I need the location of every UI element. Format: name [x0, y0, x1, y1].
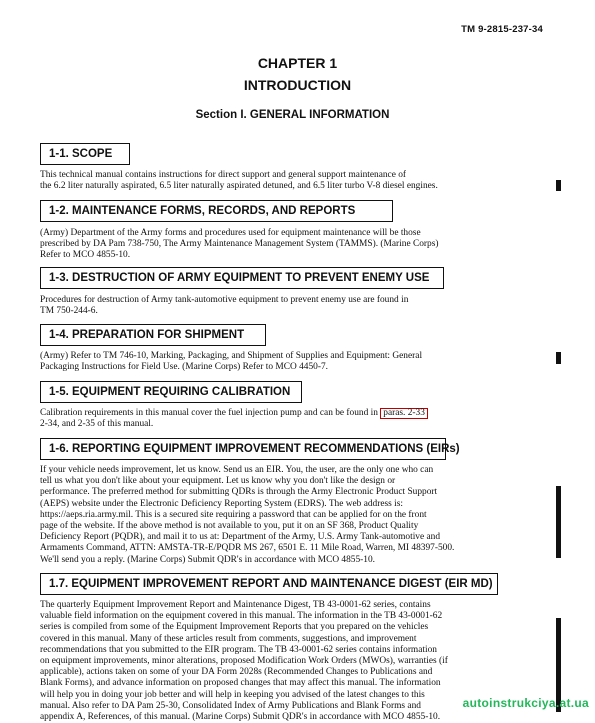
chapter-title: INTRODUCTION: [243, 77, 352, 93]
paragraph-calibration: [40, 408, 548, 430]
paragraph-preparation-shipment: (Army) Refer to TM 746-10, Marking, Packaging, and Shipment of Supplies and Equipment: General Packaging Instructions for Field Use. (Marine Corps) Refer to MCO 4450-7.: [40, 351, 423, 373]
heading-calibration: 1-5. EQUIPMENT REQUIRING CALIBRATION: [40, 381, 302, 403]
heading-maintenance-forms: 1-2. MAINTENANCE FORMS, RECORDS, AND REPORTS: [40, 200, 393, 222]
watermark: autoinstrukciya.at.ua: [462, 696, 589, 710]
chapter-number: CHAPTER 1: [257, 55, 338, 71]
heading-preparation-shipment: 1-4. PREPARATION FOR SHIPMENT: [40, 324, 266, 346]
heading-eir-md: 1.7. EQUIPMENT IMPROVEMENT REPORT AND MAINTENANCE DIGEST (EIR MD): [40, 573, 498, 595]
paras-link[interactable]: paras. 2-33: [380, 408, 428, 419]
change-bar: [556, 352, 561, 364]
calibration-text-after: 2-34, and 2-35 of this manual.: [40, 419, 154, 430]
document-id: TM 9-2815-237-34: [461, 24, 543, 35]
paragraph-scope: This technical manual contains instructions for direct support and general support maintenance of the 6.2 liter naturally aspirated, 6.5 liter naturally aspirated detuned, and 6.5 liter turbo V-8 diesel engines.: [40, 170, 438, 192]
change-bar: [556, 486, 561, 558]
heading-scope: 1-1. SCOPE: [40, 143, 130, 165]
paragraph-eir-md: The quarterly Equipment Improvement Report and Maintenance Digest, TB 43-0001-62 series, contains valuable field information on the equipment covered in this manual. The information in the TB 43-0001-62 series is compiled from some of the Equipment Improvement Reports that you prepared on the vehicles covered in this manual. Many of these articles result from comments, suggestions, and improvement recommendations that you submitted to the EIR program. The TB 43-0001-62 series contains information on equipment improvements, minor alterations, proposed Modification Work Orders (MWOs), warranties (if applicable), actions taken on some of your DA Form 2028s (Recommended Changes to Publications and Blank Forms), and advance information on proposed changes that may affect this manual. The information will help you in doing your job better and will help in keeping you advised of the latest changes to this manual. Also refer to DA Pam 25-30, Consolidated Index of Army Publications and Blank Forms and appendix A, References, of this manual. (Marine Corps) Submit QDR's in accordance with MCO 4855-10.: [40, 600, 448, 723]
heading-destruction: 1-3. DESTRUCTION OF ARMY EQUIPMENT TO PREVENT ENEMY USE: [40, 267, 444, 289]
change-bar: [556, 180, 561, 191]
paragraph-maintenance-forms: (Army) Department of the Army forms and procedures used for equipment maintenance will be those prescribed by DA Pam 738-750, The Army Maintenance Management System (TAMMS). (Marine Corps) Refer to MCO 4855-10.: [40, 228, 439, 261]
paragraph-reporting-eir: If your vehicle needs improvement, let us know. Send us an EIR. You, the user, are the only one who can tell us what you don't like about your equipment. Let us know why you don't like the design or performance. The preferred method for submitting QDRs is through the Army Electronic Product Support (AEPS) website under the Electronic Deficiency Reporting System (EDRS). The web address is: https://aeps.ria.army.mil. This is a secured site requiring a password that can be applied for on the front page of the website. If the above method is not available to you, put it on an SF 368, Product Quality Deficiency Report (PQDR), and mail it to us at: Department of the Army, U.S. Army Tank-automotive and Armaments Command, ATTN: AMSTA-TR-E/PQDR MS 267, 6501 E. 11 Mile Road, Warren, MI 48397-500. We'll send you a reply. (Marine Corps) Submit QDR's in accordance with MCO 4855-10.: [40, 465, 455, 565]
calibration-text-before: Calibration requirements in this manual cover the fuel injection pump and can be found in: [40, 408, 381, 418]
heading-reporting-eir: 1-6. REPORTING EQUIPMENT IMPROVEMENT RECOMMENDATIONS (EIRs): [40, 438, 446, 460]
paragraph-destruction: Procedures for destruction of Army tank-automotive equipment to prevent enemy use are found in TM 750-244-6.: [40, 295, 409, 317]
section-title: Section I. GENERAL INFORMATION: [195, 109, 390, 121]
